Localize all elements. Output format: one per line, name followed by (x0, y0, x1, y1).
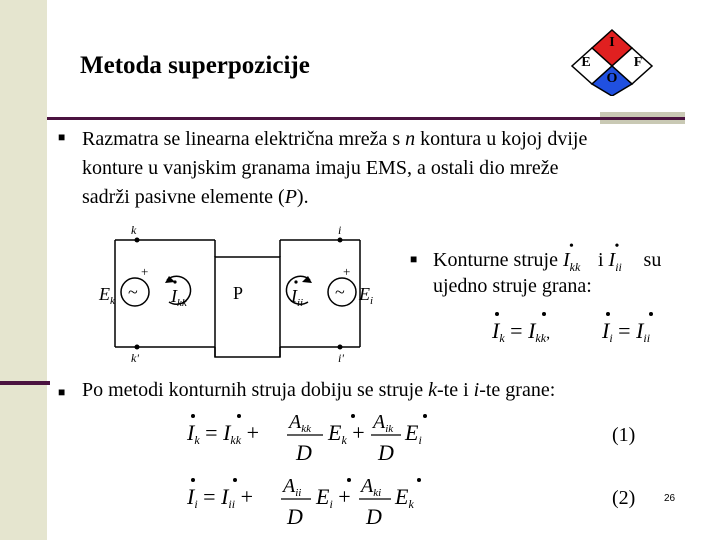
svg-text:Ek +: Ek + (328, 420, 365, 447)
bullet-2-text-c: su (643, 249, 662, 271)
bullet-3-line-1 (82, 376, 555, 405)
svg-text:Ek: Ek (395, 484, 414, 511)
bullet-3-text-b: -te i (436, 379, 474, 401)
svg-text:Akk: $A_{kk}$ (289, 411, 311, 435)
equation-1 (185, 408, 445, 468)
bullet-2-text-b: i (597, 249, 604, 271)
etf-logo (562, 26, 662, 96)
slide-title: Metoda superpozicije (80, 52, 310, 79)
svg-text:D: D (287, 504, 303, 529)
svg-text:Ik = Ikk,: Ik = Ikk, (492, 318, 551, 345)
equation-2-label: (2) (612, 487, 636, 509)
bullet-1-text-b: kontura u kojoj dvije (415, 128, 588, 150)
bullet-marker: ■ (58, 385, 66, 399)
circuit-diagram (95, 222, 385, 364)
source-right-tilde: ~ (335, 282, 345, 302)
bullet-marker: ■ (58, 130, 66, 144)
bullet-1-text-d: ). (296, 186, 309, 208)
bullet-3-text-c: -te grane: (479, 379, 556, 401)
source-right-label: $E_i$ (359, 284, 374, 307)
source-left-plus: + (141, 264, 149, 279)
loop-current-ii: • $I_{ii}$ (608, 239, 622, 274)
bullet-1-line-3 (82, 183, 309, 212)
svg-text:Aii: $A_{ii}$ (283, 475, 302, 499)
logo-letter-f: F (633, 55, 643, 70)
logo-letter-i: I (609, 35, 615, 50)
node-k-label: k (131, 223, 137, 237)
svg-text:Ii = Iii: Ii = Iii (602, 318, 651, 345)
source-left-label: $E_k$ (99, 284, 115, 307)
logo-letter-e: E (581, 55, 591, 70)
equation-2 (185, 472, 445, 532)
source-left-tilde: ~ (128, 282, 138, 302)
svg-text:D: D (378, 440, 394, 465)
bullet-1-text-a: Razmatra se linearna električna mreža s (82, 128, 406, 150)
bullet-1-line-2: konture u vanjskim granama imaju EMS, a ostali dio mreže (82, 157, 559, 179)
svg-text:Ei: Ei (405, 420, 422, 447)
left-sidebar-band (0, 0, 47, 540)
bullet-1-line-1 (82, 125, 587, 154)
loop-right-current-label: $I_{ii}$ (291, 286, 304, 309)
logo-letter-o: O (606, 71, 618, 86)
source-right-plus: + (343, 264, 351, 279)
svg-text:Ik = Ikk +: Ik = Ikk + (187, 420, 259, 447)
passive-block-label: P (233, 283, 244, 303)
section-rule (0, 381, 50, 385)
loop-current-kk: • $I_{kk}$ (562, 239, 581, 274)
bullet-marker: ■ (410, 252, 418, 266)
bullet-3-var-k: k (428, 379, 437, 401)
svg-text:Aik: $A_{ik}$ (373, 411, 394, 435)
page-number: 26 (664, 493, 676, 504)
header-rule (47, 117, 685, 120)
node-i-label: i (338, 223, 342, 237)
svg-text:Ei +: Ei + (316, 484, 351, 511)
passive-block-rect (215, 257, 280, 357)
svg-text:D: D (296, 440, 312, 465)
bullet-2-line-2: ujedno struje grana: (433, 275, 592, 297)
equation-1-label: (1) (612, 424, 636, 446)
loop-left-current-label: $I_{kk}$ (171, 286, 187, 309)
bullet-2-text-a: Konturne struje (433, 249, 558, 271)
svg-text:Aki: $A_{ki}$ (361, 475, 382, 499)
node-k-prime-label: k' (131, 351, 139, 364)
branch-current-equations (488, 308, 688, 348)
svg-text:D: D (366, 504, 382, 529)
bullet-3-text-a: Po metodi konturnih struja dobiju se struje (82, 379, 429, 401)
svg-text:Ii = Iii +: Ii = Iii + (187, 484, 254, 511)
bullet-1-var-n: n (405, 128, 416, 150)
bullet-1-text-c: sadrži pasivne elemente ( (82, 186, 285, 208)
bullet-1-var-p: P (284, 186, 297, 208)
node-i-prime-label: i' (338, 351, 344, 364)
bullet-3-var-i: i (473, 379, 480, 401)
